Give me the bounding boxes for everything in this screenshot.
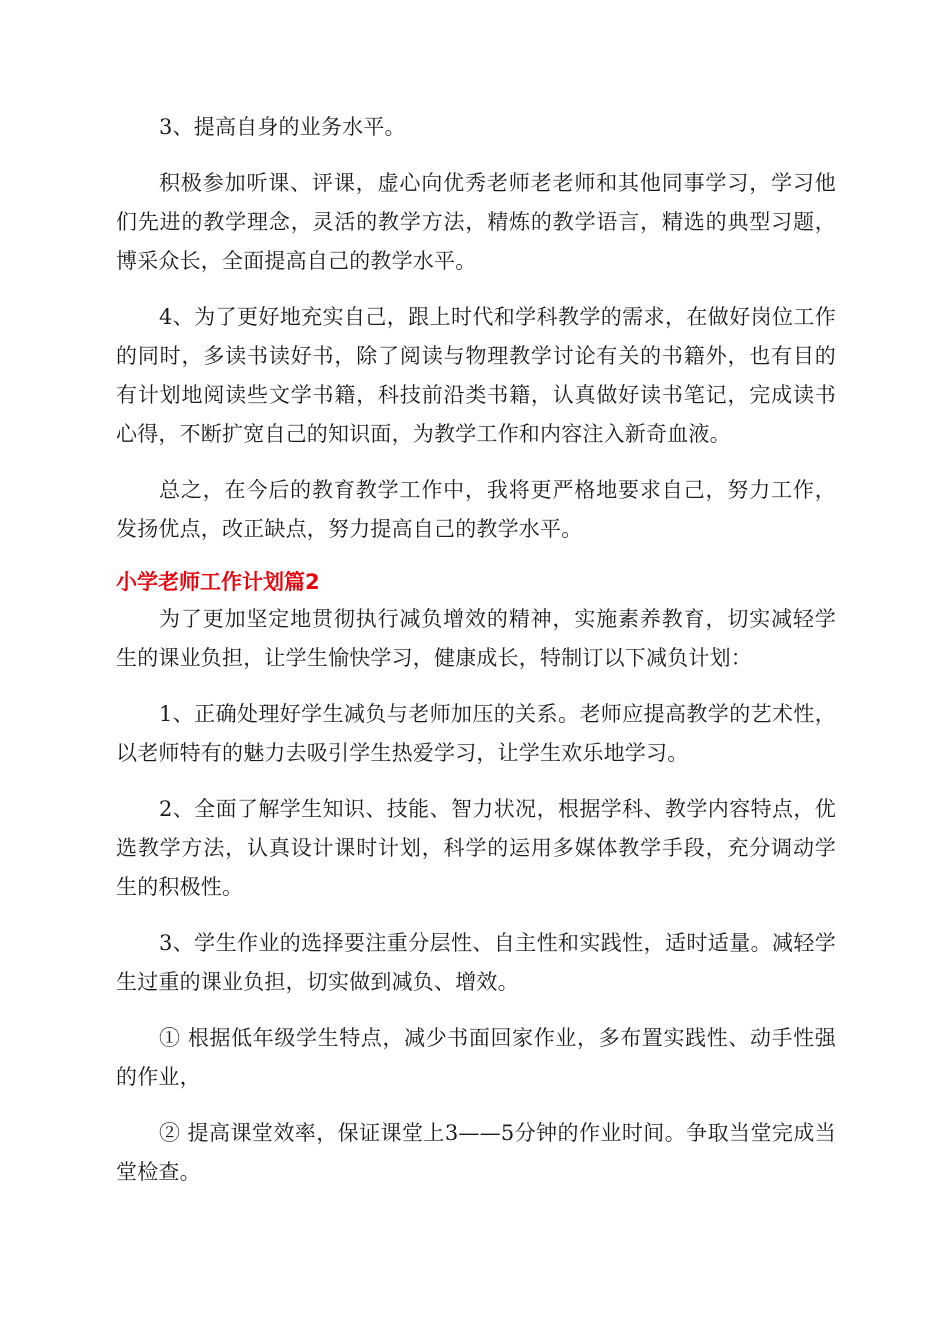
paragraph: 3、学生作业的选择要注重分层性、自主性和实践性，适时适量。减轻学生过重的课业负担，切实做到减负、增效。 xyxy=(116,931,836,994)
paragraph: 3、提高自身的业务水平。 xyxy=(159,115,406,139)
paragraph: 为了更加坚定地贯彻执行减负增效的精神，实施素养教育，切实减轻学生的课业负担，让学生愉快学习，健康成长，特制订以下减负计划： xyxy=(116,607,836,670)
paragraph: ① 根据低年级学生特点，减少书面回家作业，多布置实践性、动手性强的作业， xyxy=(116,1026,836,1089)
paragraph: ② 提高课堂效率，保证课堂上3——5分钟的作业时间。争取当堂完成当堂检查。 xyxy=(116,1121,836,1184)
document-body xyxy=(116,108,836,1209)
section-heading: 小学老师工作计划篇2 xyxy=(116,570,320,594)
paragraph: 1、正确处理好学生减负与老师加压的关系。老师应提高教学的艺术性，以老师特有的魅力去吸引学生热爱学习，让学生欢乐地学习。 xyxy=(116,702,836,765)
paragraph: 2、全面了解学生知识、技能、智力状况，根据学科、教学内容特点，优选教学方法，认真设计课时计划，科学的运用多媒体教学手段，充分调动学生的积极性。 xyxy=(116,797,836,899)
paragraph: 积极参加听课、评课，虚心向优秀老师老老师和其他同事学习，学习他们先进的教学理念，灵活的教学方法，精炼的教学语言，精选的典型习题，博采众长，全面提高自己的教学水平。 xyxy=(116,171,836,273)
paragraph: 总之，在今后的教育教学工作中，我将更严格地要求自己，努力工作，发扬优点，改正缺点，努力提高自己的教学水平。 xyxy=(116,478,836,541)
paragraph: 4、为了更好地充实自己，跟上时代和学科教学的需求，在做好岗位工作的同时，多读书读好书，除了阅读与物理教学讨论有关的书籍外，也有目的有计划地阅读些文学书籍，科技前沿类书籍，认真做好读书笔记，完成读书心得，不断扩宽自己的知识面，为教学工作和内容注入新奇血液。 xyxy=(116,305,836,446)
